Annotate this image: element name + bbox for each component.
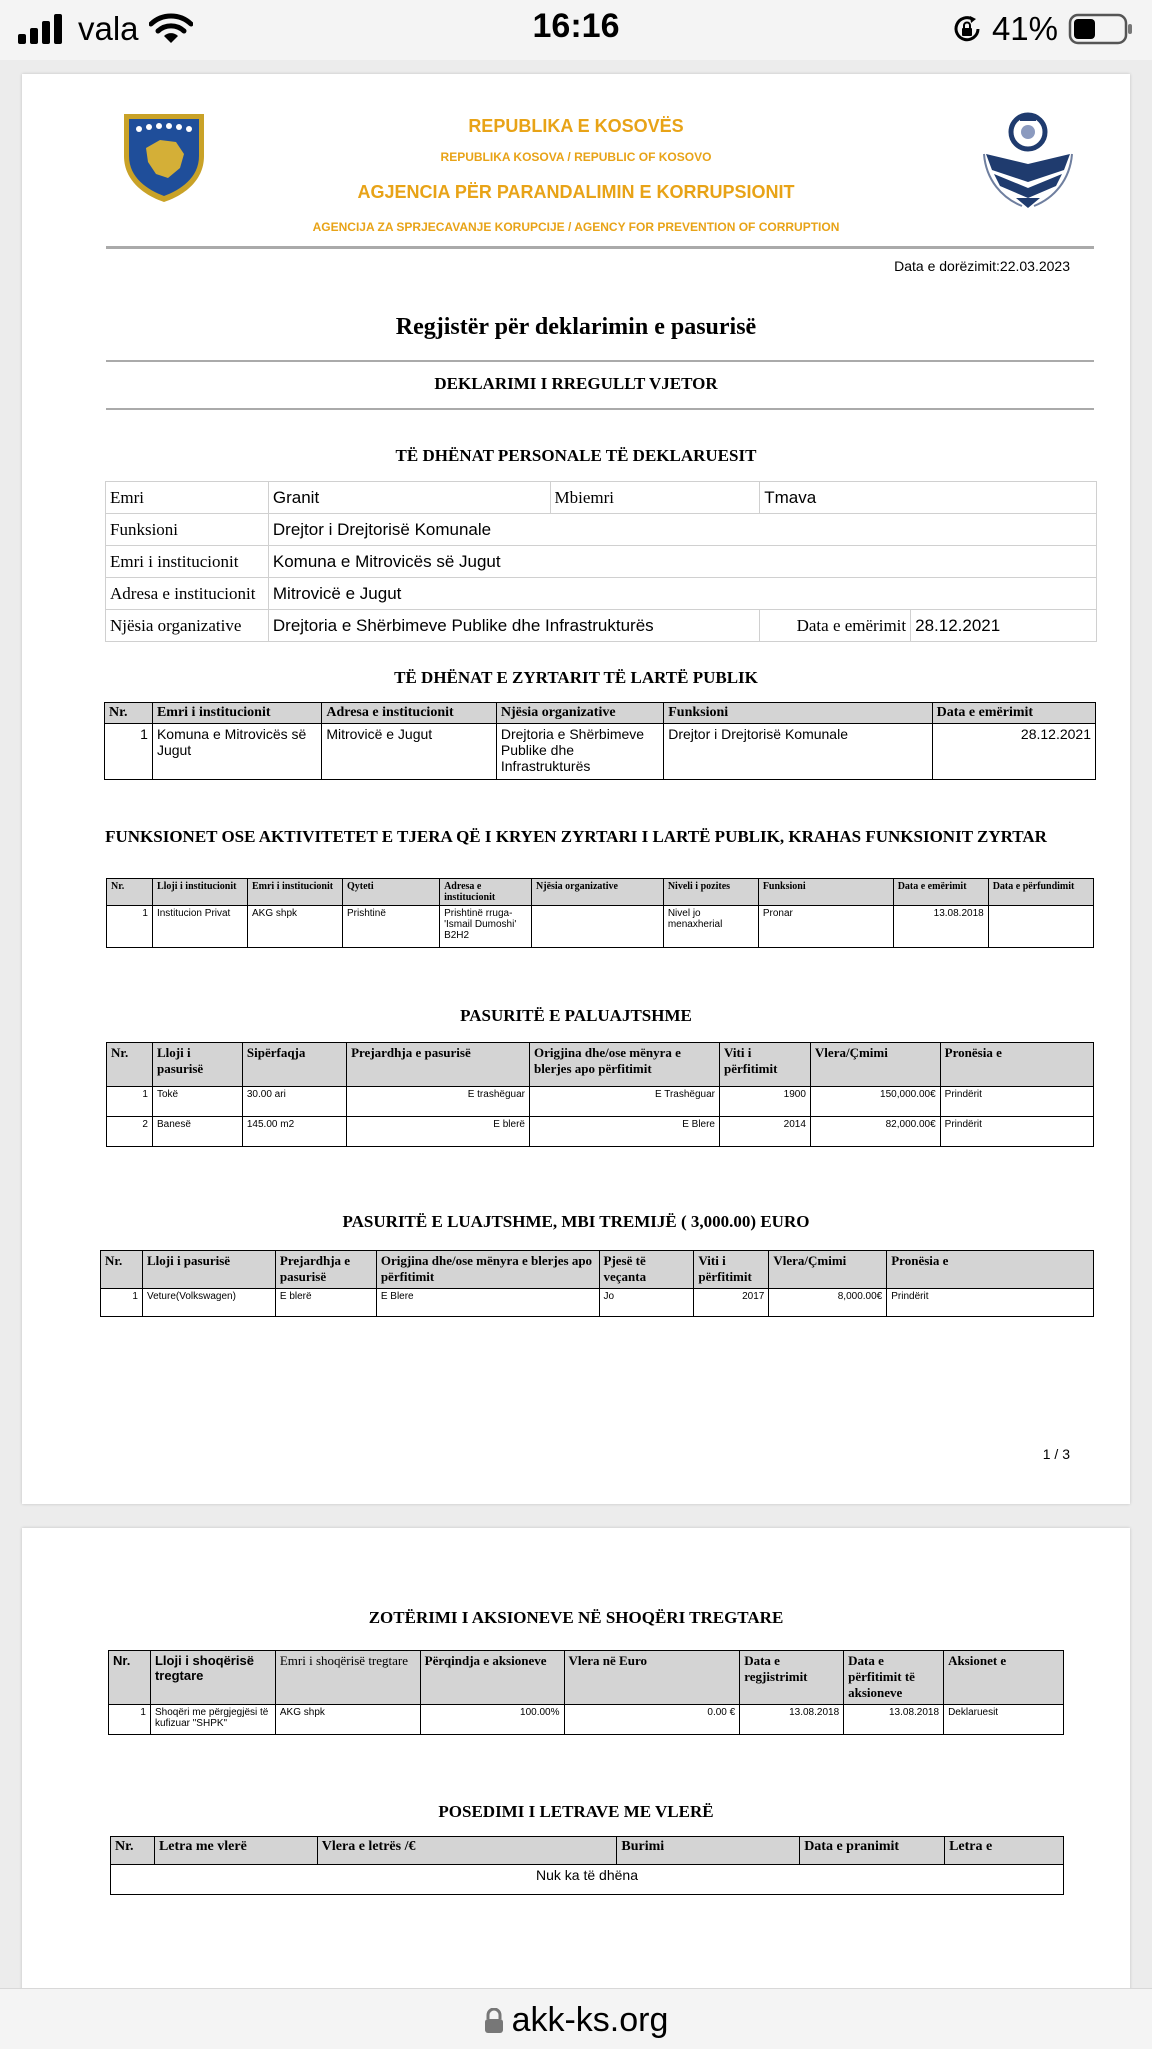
- column-header: Nr.: [111, 1837, 155, 1865]
- table-cell: 8,000.00€: [769, 1289, 887, 1317]
- surname-value: Tmava: [760, 482, 1097, 514]
- shares-heading: ZOTËRIMI I AKSIONEVE NË SHOQËRI TREGTARE: [368, 1608, 784, 1627]
- table-header-row: [105, 703, 1096, 724]
- table-cell: E Blere: [529, 1117, 719, 1147]
- table-cell: E Trashëguar: [529, 1087, 719, 1117]
- column-header: Përqindja e aksioneve: [420, 1651, 564, 1705]
- table-cell: 2: [107, 1117, 153, 1147]
- table-header-row: [107, 1043, 1094, 1087]
- table-cell: Prindërit: [940, 1087, 1093, 1117]
- carrier-name: vala: [78, 10, 139, 47]
- table-cell: Prindërit: [887, 1289, 1094, 1317]
- table-row: [107, 1117, 1094, 1147]
- table-cell: Deklaruesit: [944, 1705, 1064, 1735]
- column-header: Letra me vlerë: [154, 1837, 317, 1865]
- url-display[interactable]: [0, 2001, 1152, 2040]
- battery-percent: 41%: [991, 10, 1058, 47]
- column-header: Data e emërimit: [893, 879, 988, 906]
- table-cell: Pronar: [758, 906, 893, 948]
- column-header: Vlera e letrës /€: [317, 1837, 617, 1865]
- table-header-row: [109, 1651, 1064, 1705]
- table-cell: 82,000.00€: [810, 1117, 940, 1147]
- column-header: Adresa e institucionit: [440, 879, 532, 906]
- table-cell: Institucion Privat: [152, 906, 247, 948]
- column-header: Pjesë të veçanta: [599, 1251, 694, 1289]
- column-header: Funksioni: [664, 703, 932, 724]
- column-header: Aksionet e: [944, 1651, 1064, 1705]
- header-divider: [106, 246, 1094, 249]
- table-cell: Mitrovicë e Jugut: [322, 724, 497, 780]
- table-cell: E blerë: [275, 1289, 376, 1317]
- table-cell: 1900: [720, 1087, 811, 1117]
- column-header: Adresa e institucionit: [322, 703, 497, 724]
- column-header: Lloji i pasurisë: [152, 1043, 242, 1087]
- table-cell: E blerë: [347, 1117, 530, 1147]
- appointment-label: Data e emërimit: [760, 610, 911, 642]
- column-header: Burimi: [617, 1837, 800, 1865]
- shares-table: [108, 1650, 1064, 1735]
- table-cell: Prishtinë rruga-'Ismail Dumoshi' B2H2: [440, 906, 532, 948]
- other-functions-table: [106, 878, 1094, 948]
- table-cell: Drejtoria e Shërbimeve Publike dhe Infrastrukturës: [496, 724, 663, 780]
- document-page-1: [22, 74, 1130, 1504]
- table-cell: 1: [109, 1705, 151, 1735]
- movable-property-heading: PASURITË E LUAJTSHME, MBI TREMIJË ( 3,000.00) EURO: [342, 1212, 810, 1231]
- column-header: Sipërfaqja: [242, 1043, 346, 1087]
- column-header: Nr.: [101, 1251, 143, 1289]
- table-row: [111, 1865, 1064, 1895]
- immovable-property-table: [106, 1042, 1094, 1147]
- column-header: Data e regjistrimit: [740, 1651, 844, 1705]
- url-text: akk-ks.org: [511, 2001, 669, 2039]
- table-cell: [532, 906, 664, 948]
- table-cell: 13.08.2018: [844, 1705, 944, 1735]
- table-row: [109, 1705, 1064, 1735]
- table-cell: 1: [101, 1289, 143, 1317]
- column-header: Letra e: [945, 1837, 1064, 1865]
- clock: 16:16: [532, 7, 620, 45]
- unit-label: Njësia organizative: [106, 610, 269, 642]
- table-cell: Tokë: [152, 1087, 242, 1117]
- document-title: Regjistër për deklarimin e pasurisë: [395, 314, 757, 340]
- table-cell: E trashëguar: [347, 1087, 530, 1117]
- table-cell: Jo: [599, 1289, 694, 1317]
- table-cell: 150,000.00€: [810, 1087, 940, 1117]
- table-cell: 28.12.2021: [932, 724, 1095, 780]
- republic-title: REPUBLIKA E KOSOVËS: [468, 116, 684, 136]
- table-row: [105, 724, 1096, 780]
- table-cell: Nivel jo menaxherial: [663, 906, 758, 948]
- column-header: Prejardhja e pasurisë: [275, 1251, 376, 1289]
- page-number: 1 / 3: [1042, 1446, 1070, 1462]
- column-header: Njësia organizative: [532, 879, 664, 906]
- table-cell: Prishtinë: [343, 906, 440, 948]
- table-header-row: [111, 1837, 1064, 1865]
- table-cell: Prindërit: [940, 1117, 1093, 1147]
- securities-table: [110, 1836, 1064, 1895]
- column-header: Data e përfitimit të aksioneve: [844, 1651, 944, 1705]
- column-header: Nr.: [107, 879, 153, 906]
- declaration-type: DEKLARIMI I RREGULLT VJETOR: [434, 374, 718, 393]
- function-label: Funksioni: [106, 514, 269, 546]
- function-value: Drejtor i Drejtorisë Komunale: [268, 514, 1096, 546]
- movable-property-table: [100, 1250, 1094, 1317]
- column-header: Nr.: [105, 703, 153, 724]
- institution-label: Emri i institucionit: [106, 546, 269, 578]
- table-cell: Shoqëri me përgjegjësi të kufizuar "SHPK": [150, 1705, 275, 1735]
- table-cell: 1: [107, 906, 153, 948]
- column-header: Lloji i shoqërisë tregtare: [150, 1651, 275, 1705]
- table-cell: 1: [105, 724, 153, 780]
- browser-address-bar[interactable]: [0, 1988, 1152, 2049]
- lock-icon: [484, 2008, 504, 2034]
- table-cell: AKG shpk: [247, 906, 342, 948]
- column-header: Qyteti: [343, 879, 440, 906]
- document-page-2: [22, 1528, 1130, 2008]
- table-cell: 2014: [720, 1117, 811, 1147]
- column-header: Niveli i pozites: [663, 879, 758, 906]
- table-cell: Veture(Volkswagen): [142, 1289, 275, 1317]
- personal-data-table: [105, 481, 1097, 642]
- column-header: Emri i shoqërisë tregtare: [275, 1651, 420, 1705]
- address-label: Adresa e institucionit: [106, 578, 269, 610]
- column-header: Data e pranimit: [800, 1837, 945, 1865]
- table-cell: 100.00%: [420, 1705, 564, 1735]
- table-row: [101, 1289, 1094, 1317]
- table-header-row: [107, 879, 1094, 906]
- table-cell: 2017: [694, 1289, 769, 1317]
- column-header: Vlera në Euro: [564, 1651, 740, 1705]
- immovable-property-heading: PASURITË E PALUAJTSHME: [460, 1006, 692, 1025]
- unit-value: Drejtoria e Shërbimeve Publike dhe Infrastrukturës: [268, 610, 759, 642]
- column-header: Lloji i pasurisë: [142, 1251, 275, 1289]
- securities-heading: POSEDIMI I LETRAVE ME VLERË: [438, 1802, 714, 1821]
- subtitle-divider: [106, 408, 1094, 410]
- table-cell: 13.08.2018: [740, 1705, 844, 1735]
- table-header-row: [101, 1251, 1094, 1289]
- column-header: Vlera/Çmimi: [769, 1251, 887, 1289]
- column-header: Viti i përfitimit: [720, 1043, 811, 1087]
- column-header: Nr.: [109, 1651, 151, 1705]
- personal-data-heading: TË DHËNAT PERSONALE TË DEKLARUESIT: [395, 446, 757, 465]
- column-header: Emri i institucionit: [247, 879, 342, 906]
- column-header: Data e përfundimit: [988, 879, 1093, 906]
- submission-date: Data e dorëzimit:22.03.2023: [894, 258, 1070, 274]
- table-cell: E Blere: [376, 1289, 599, 1317]
- address-value: Mitrovicë e Jugut: [268, 578, 1096, 610]
- column-header: Lloji i institucionit: [152, 879, 247, 906]
- empty-data-message: Nuk ka të dhëna: [111, 1865, 1064, 1895]
- table-row: [107, 906, 1094, 948]
- agency-title: AGJENCIA PËR PARANDALIMIN E KORRUPSIONIT: [357, 182, 795, 202]
- battery-icon: [1068, 13, 1134, 45]
- official-data-heading: TË DHËNAT E ZYRTARIT TË LARTË PUBLIK: [394, 668, 758, 687]
- column-header: Nr.: [107, 1043, 153, 1087]
- table-row: [107, 1087, 1094, 1117]
- column-header: Pronësia e: [887, 1251, 1094, 1289]
- column-header: Emri i institucionit: [152, 703, 321, 724]
- table-cell: Banesë: [152, 1117, 242, 1147]
- column-header: Viti i përfitimit: [694, 1251, 769, 1289]
- table-cell: 0.00 €: [564, 1705, 740, 1735]
- column-header: Origjina dhe/ose mënyra e blerjes apo përfitimit: [529, 1043, 719, 1087]
- column-header: Vlera/Çmimi: [810, 1043, 940, 1087]
- name-label: Emri: [106, 482, 269, 514]
- agency-subtitle: AGENCIJA ZA SPRJECAVANJE KORUPCIJE / AGENCY FOR PREVENTION OF CORRUPTION: [312, 220, 840, 234]
- republic-subtitle: REPUBLIKA KOSOVA / REPUBLIC OF KOSOVO: [440, 150, 712, 164]
- column-header: Funksioni: [758, 879, 893, 906]
- status-bar: [0, 0, 1152, 60]
- table-cell: Komuna e Mitrovicës së Jugut: [152, 724, 321, 780]
- surname-label: Mbiemri: [550, 482, 760, 514]
- table-cell: [988, 906, 1093, 948]
- table-cell: 1: [107, 1087, 153, 1117]
- institution-value: Komuna e Mitrovicës së Jugut: [268, 546, 1096, 578]
- title-divider: [106, 360, 1094, 362]
- column-header: Data e emërimit: [932, 703, 1095, 724]
- table-cell: 145.00 m2: [242, 1117, 346, 1147]
- column-header: Prejardhja e pasurisë: [347, 1043, 530, 1087]
- table-cell: Drejtor i Drejtorisë Komunale: [664, 724, 932, 780]
- table-cell: 30.00 ari: [242, 1087, 346, 1117]
- column-header: Pronësia e: [940, 1043, 1093, 1087]
- appointment-value: 28.12.2021: [911, 610, 1097, 642]
- column-header: Njësia organizative: [496, 703, 663, 724]
- orientation-lock-icon: [952, 14, 982, 44]
- other-functions-heading: FUNKSIONET OSE AKTIVITETET E TJERA QË I KRYEN ZYRTARI I LARTË PUBLIK, KRAHAS FUNKSIONIT ZYRTAR: [105, 827, 1047, 846]
- table-cell: 13.08.2018: [893, 906, 988, 948]
- official-data-table: [104, 702, 1096, 780]
- column-header: Origjina dhe/ose mënyra e blerjes apo përfitimit: [376, 1251, 599, 1289]
- table-cell: AKG shpk: [275, 1705, 420, 1735]
- name-value: Granit: [268, 482, 550, 514]
